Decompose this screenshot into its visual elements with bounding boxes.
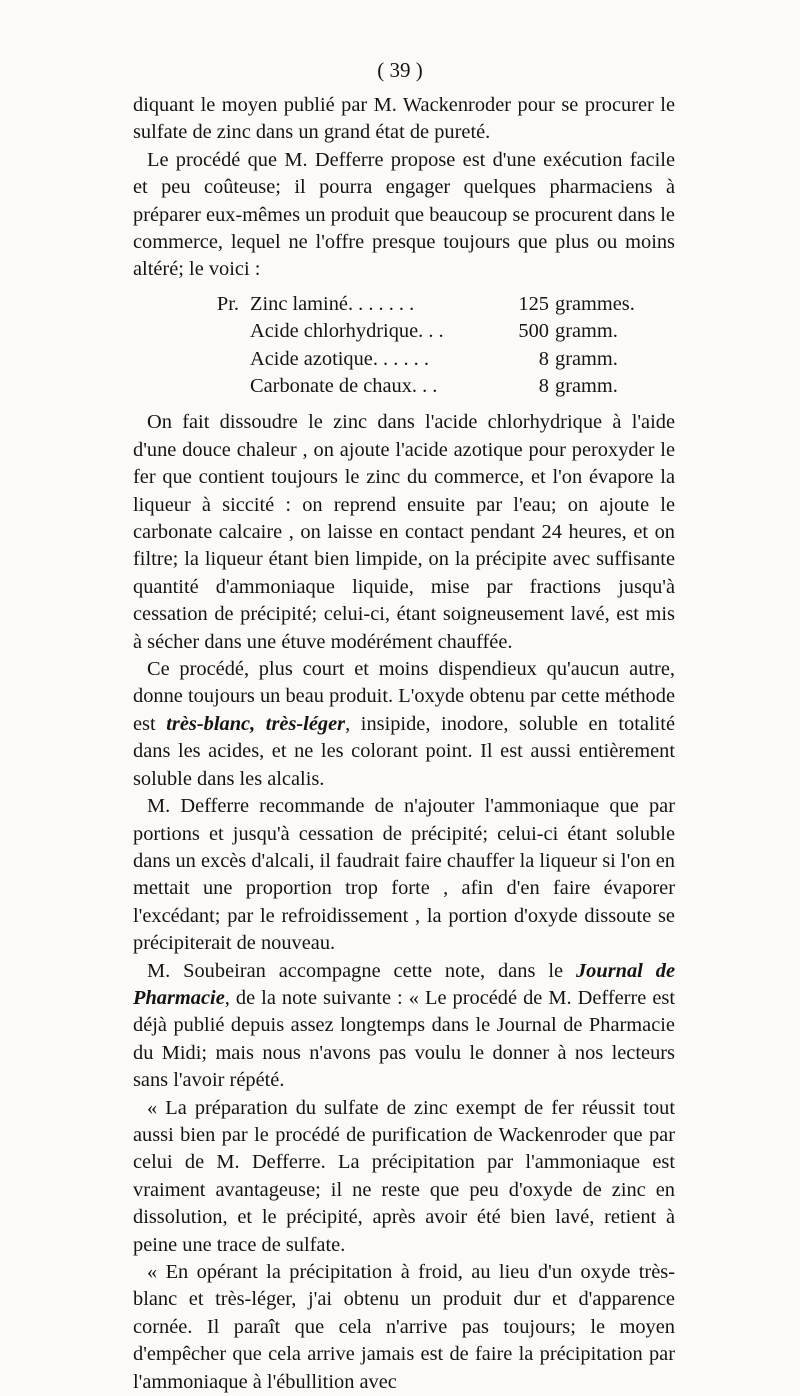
paragraph-procedure-intro: Le procédé que M. Defferre propose est d'une exécution facile et peu coûteuse; il pourra engager quelques pharmaciens à préparer eux-mêmes un produit que beaucoup se procurent dans le commerce, lequel ne l'offre presque toujours que plus ou moins altéré; le voici :	[133, 148, 675, 281]
recipe-table	[133, 291, 675, 401]
recipe-row	[133, 373, 675, 400]
ingredient-unit: gramm.	[555, 375, 618, 398]
ingredient-unit: gramm.	[555, 320, 618, 343]
emphasis-text: très-blanc, très-léger	[166, 712, 346, 735]
ingredient-amount: 125	[518, 292, 549, 315]
ingredient-name: Zinc laminé. . . . . . .	[250, 292, 415, 315]
paragraph-quote-2: « En opérant la précipitation à froid, au lieu d'un oxyde très-blanc et très-léger, j'ai obtenu un produit dur et d'apparence cornée. Il paraît que cela n'arrive pas toujours; le moyen d'empêcher que cela arrive jamais est de faire la précipitation par l'ammoniaque à l'ébullition avec	[133, 1261, 675, 1393]
recipe-row	[133, 346, 675, 373]
ingredient-name: Acide chlorhydrique. . .	[250, 320, 444, 343]
recipe-row	[133, 291, 675, 318]
ingredient-name: Carbonate de chaux. . .	[250, 375, 438, 398]
paragraph-method: On fait dissoudre le zinc dans l'acide chlorhydrique à l'aide d'une douce chaleur , on ajoute l'acide azotique pour peroxyder le fer que contient toujours le zinc du commerce, et l'on évapore la liqueur à siccité : on reprend ensuite par l'eau; on ajoute le carbonate calcaire , on laisse en contact pendant 24 heures, et on filtre; la liqueur étant bien limpide, on la précipite avec suffisante quantité d'ammoniaque liquide, mise par fractions jusqu'à cessation de précipité; celui-ci, étant soigneusement lavé, est mis à sécher dans une étuve modérément chauffée.	[133, 411, 675, 653]
paragraph-soubeiran: M. Soubeiran accompagne cette note, dans le Journal de Pharmacie, de la note suivante : « Le procédé de M. Defferre est déjà publié depuis assez longtemps dans le Journal de Pharmacie du Midi; mais nous n'avons pas voulu le donner à nos lecteurs sans l'avoir répété.	[133, 959, 675, 1092]
ingredient-unit: grammes.	[555, 292, 635, 315]
page-body	[133, 92, 675, 1396]
recipe-row	[133, 318, 675, 345]
ingredient-name: Acide azotique. . . . . .	[250, 347, 429, 370]
paragraph-result: Ce procédé, plus court et moins dispendieux qu'aucun autre, donne toujours un beau produit. L'oxyde obtenu par cette méthode est très-blanc, très-léger, insipide, inodore, soluble en totalité dans les acides, et ne les colorant point. Il est aussi entièrement soluble dans les alcalis.	[133, 658, 676, 790]
ingredient-amount: 500	[518, 320, 549, 343]
paragraph-continuation: diquant le moyen publié par M. Wackenroder pour se procurer le sulfate de zinc dans un grand état de pureté.	[133, 94, 675, 144]
ingredient-unit: gramm.	[555, 347, 618, 370]
ingredient-amount: 8	[538, 375, 549, 398]
ingredient-amount: 8	[538, 347, 549, 370]
paragraph-recommendation: M. Defferre recommande de n'ajouter l'ammoniaque que par portions et jusqu'à cessation de précipité; celui-ci étant soluble dans un excès d'alcali, il faudrait faire chauffer la liqueur si l'on en mettait une proportion trop forte , afin d'en faire évaporer l'excédant; par le refroidissement , la portion d'oxyde dissoute se précipiterait de nouveau.	[133, 795, 676, 955]
journal-title: Journal de Pharmacie	[133, 959, 675, 1009]
paragraph-quote-1: « La préparation du sulfate de zinc exempt de fer réussit tout aussi bien par le procédé de purification de Wackenroder que par celui de M. Defferre. La précipitation par l'ammoniaque est vraiment avantageuse; il ne reste que peu d'oxyde de zinc en dissolution, et le précipité, après avoir été bien lavé, retient à peine une trace de sulfate.	[133, 1096, 675, 1256]
recipe-prefix: Pr.	[216, 292, 239, 315]
page-number: ( 39 )	[377, 58, 423, 82]
